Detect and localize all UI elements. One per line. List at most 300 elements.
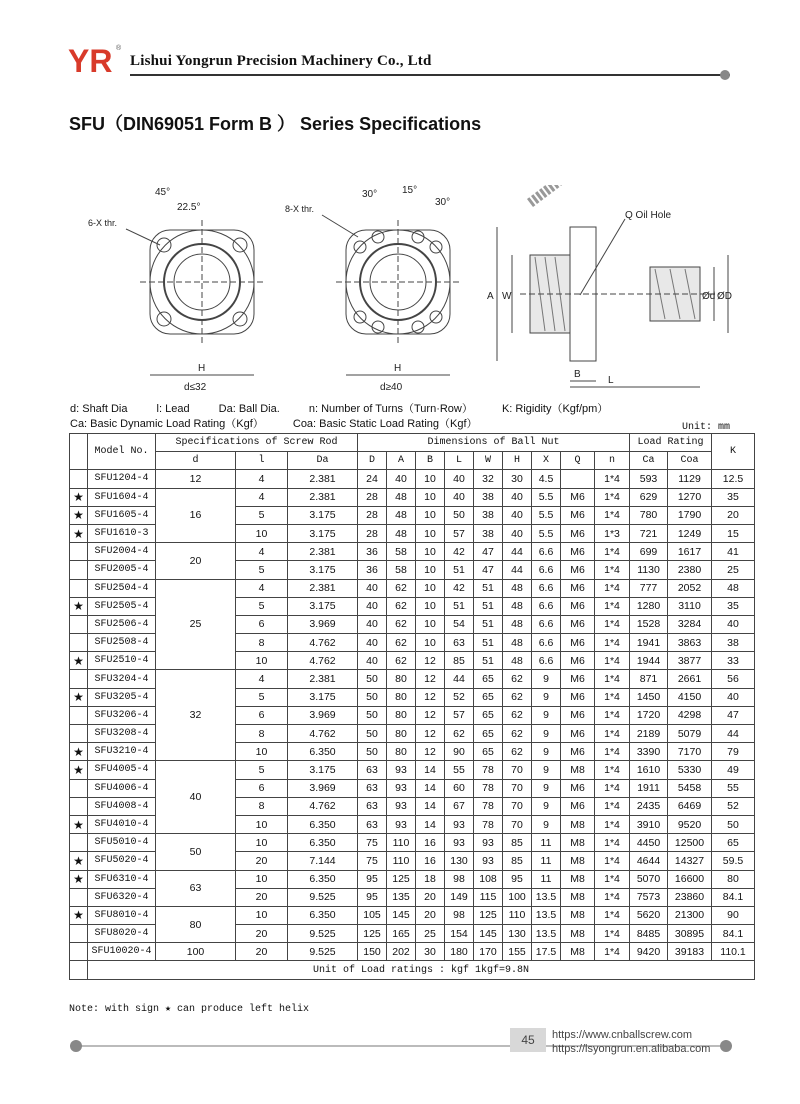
cell-x: 9 [532,706,561,724]
load-ratings-unit-note: Unit of Load ratings : kgf 1kgf=9.8N [88,961,755,979]
cell-ca: 1944 [630,652,668,670]
cell-w: 78 [474,779,503,797]
cell-h: 44 [503,561,532,579]
cell-d: 63 [358,797,387,815]
cell-ca: 8485 [630,925,668,943]
cell-k: 35 [712,597,755,615]
footer-dot-right [720,1040,732,1052]
cell-h: 48 [503,597,532,615]
header-ball-nut: Dimensions of Ball Nut [358,434,630,452]
cell-coa: 3110 [668,597,712,615]
model-number: SFU2005-4 [88,561,156,579]
cell-k: 38 [712,634,755,652]
cell-b: 12 [416,670,445,688]
cell-ca: 9420 [630,943,668,961]
shaft-diameter: 63 [156,870,236,906]
cell-l: 57 [445,706,474,724]
cell-k: 40 [712,615,755,633]
cell-a: 202 [387,943,416,961]
cell-da: 3.175 [288,506,358,524]
cell-ca: 3390 [630,743,668,761]
cell-coa: 12500 [668,834,712,852]
model-number: SFU6310-4 [88,870,156,888]
cell-k: 50 [712,815,755,833]
left-helix-star [70,925,88,943]
cell-q: M6 [561,688,595,706]
cell-d: 125 [358,925,387,943]
legend-line-2 [70,415,504,431]
cell-d: 36 [358,543,387,561]
cell-b: 30 [416,943,445,961]
cell-ca: 871 [630,670,668,688]
cell-da: 2.381 [288,543,358,561]
cell-b: 14 [416,797,445,815]
legend-turns: n: Number of Turns（Turn·Row） [308,403,473,415]
cell-d: 50 [358,706,387,724]
cell-da: 4.762 [288,652,358,670]
cell-n: 1*4 [595,579,630,597]
cell-w: 47 [474,543,503,561]
cell-x: 11 [532,834,561,852]
cell-h: 48 [503,579,532,597]
model-number: SFU1204-4 [88,470,156,488]
left-helix-star [70,943,88,961]
cell-n: 1*4 [595,852,630,870]
cell-l: 57 [445,524,474,542]
cell-coa: 3877 [668,652,712,670]
cell-coa: 3284 [668,615,712,633]
cell-k: 20 [712,506,755,524]
cell-l: 180 [445,943,474,961]
legend-dynamic-load: Ca: Basic Dynamic Load Rating（Kgf） [70,418,264,430]
cell-b: 10 [416,579,445,597]
cell-a: 80 [387,743,416,761]
cell-da: 4.762 [288,797,358,815]
cell-a: 135 [387,888,416,906]
cell-coa: 7170 [668,743,712,761]
header-Q: Q [561,452,595,470]
cell-l: 8 [236,725,288,743]
fig3-D-label: ØD [717,291,732,302]
left-helix-star: ★ [70,743,88,761]
shaft-diameter: 50 [156,834,236,870]
cell-ca: 5070 [630,870,668,888]
cell-q: M6 [561,615,595,633]
cell-q: M6 [561,779,595,797]
cell-w: 51 [474,579,503,597]
cell-l: 51 [445,561,474,579]
fig1-thread-label: 6-X thr. [88,218,118,228]
header-screw-rod: Specifications of Screw Rod [156,434,358,452]
cell-b: 10 [416,597,445,615]
cell-h: 85 [503,852,532,870]
cell-w: 51 [474,597,503,615]
cell-l: 5 [236,761,288,779]
cell-d: 50 [358,725,387,743]
model-number: SFU3206-4 [88,706,156,724]
fig3-b-label: B [574,369,581,380]
cell-a: 58 [387,543,416,561]
table-row [70,870,755,888]
cell-x: 11 [532,870,561,888]
cell-a: 93 [387,779,416,797]
cell-q: M8 [561,815,595,833]
cell-da: 2.381 [288,670,358,688]
cell-q: M6 [561,506,595,524]
cell-n: 1*4 [595,506,630,524]
cell-l: 93 [445,815,474,833]
cell-w: 38 [474,488,503,506]
company-name: Lishui Yongrun Precision Machinery Co., Ltd [130,53,432,69]
cell-w: 65 [474,725,503,743]
cell-k: 48 [712,579,755,597]
left-helix-star: ★ [70,870,88,888]
model-number: SFU3210-4 [88,743,156,761]
cell-ca: 7573 [630,888,668,906]
left-helix-star [70,725,88,743]
fig1-h-label: H [198,363,206,374]
cell-b: 10 [416,561,445,579]
cell-w: 108 [474,870,503,888]
cell-ca: 699 [630,543,668,561]
cell-d: 40 [358,579,387,597]
cell-n: 1*4 [595,797,630,815]
legend-lead: l: Lead [156,403,190,415]
cell-k: 84.1 [712,888,755,906]
cell-q: M8 [561,888,595,906]
model-number: SFU1610-3 [88,524,156,542]
cell-d: 63 [358,761,387,779]
cell-da: 2.381 [288,579,358,597]
cell-da: 6.350 [288,870,358,888]
cell-w: 51 [474,615,503,633]
header-da: Da [288,452,358,470]
page-header [68,42,728,82]
model-number: SFU4008-4 [88,797,156,815]
fig3-d-label: Ød [702,291,716,302]
cell-h: 48 [503,652,532,670]
cell-da: 9.525 [288,888,358,906]
left-helix-star: ★ [70,688,88,706]
header-load-rating: Load Rating [630,434,712,452]
left-helix-star: ★ [70,906,88,924]
table-row [70,543,755,561]
cell-l: 20 [236,943,288,961]
left-helix-star [70,543,88,561]
model-number: SFU5010-4 [88,834,156,852]
cell-n: 1*4 [595,688,630,706]
cell-w: 145 [474,925,503,943]
cell-q: M6 [561,597,595,615]
cell-ca: 1720 [630,706,668,724]
cell-n: 1*4 [595,488,630,506]
shaft-diameter: 20 [156,543,236,579]
cell-q [561,470,595,488]
page-title: SFU（DIN69051 Form B ） Series Specifications [69,114,482,134]
cell-coa: 1249 [668,524,712,542]
cell-x: 11 [532,852,561,870]
website-link[interactable]: https://www.cnballscrew.com [552,1029,692,1041]
cell-k: 41 [712,543,755,561]
cell-a: 62 [387,579,416,597]
cell-x: 9 [532,779,561,797]
model-number: SFU1605-4 [88,506,156,524]
header-d: d [156,452,236,470]
model-number: SFU1604-4 [88,488,156,506]
model-number: SFU2505-4 [88,597,156,615]
cell-l: 6 [236,706,288,724]
left-helix-star: ★ [70,488,88,506]
cell-coa: 4298 [668,706,712,724]
cell-n: 1*4 [595,870,630,888]
cell-d: 95 [358,870,387,888]
cell-da: 6.350 [288,743,358,761]
cell-q: M6 [561,488,595,506]
cell-coa: 3863 [668,634,712,652]
cell-coa: 14327 [668,852,712,870]
cell-w: 78 [474,761,503,779]
cell-h: 62 [503,670,532,688]
cell-b: 12 [416,688,445,706]
cell-w: 78 [474,797,503,815]
cell-ca: 629 [630,488,668,506]
cell-ca: 777 [630,579,668,597]
cell-b: 20 [416,888,445,906]
cell-da: 9.525 [288,943,358,961]
left-helix-star [70,888,88,906]
fig1-angle-45: 45° [155,187,171,198]
cell-w: 51 [474,634,503,652]
cell-a: 145 [387,906,416,924]
header-B: B [416,452,445,470]
cell-d: 36 [358,561,387,579]
cell-l: 52 [445,688,474,706]
cell-coa: 6469 [668,797,712,815]
fig2-thread-label: 8-X thr. [285,204,315,214]
cell-q: M6 [561,725,595,743]
cell-d: 150 [358,943,387,961]
cell-n: 1*4 [595,561,630,579]
cell-h: 130 [503,925,532,943]
specifications-table [69,433,755,980]
cell-d: 50 [358,670,387,688]
cell-x: 13.5 [532,906,561,924]
unit-label: Unit: mm [681,422,730,433]
model-number: SFU5020-4 [88,852,156,870]
cell-a: 110 [387,852,416,870]
cell-ca: 4644 [630,852,668,870]
alibaba-link[interactable]: https://lsyongrun.en.alibaba.com [552,1043,711,1055]
model-number: SFU3204-4 [88,670,156,688]
model-number: SFU2504-4 [88,579,156,597]
cell-ca: 1130 [630,561,668,579]
cell-b: 18 [416,870,445,888]
technical-drawings [60,185,740,395]
cell-w: 93 [474,834,503,852]
left-helix-star: ★ [70,524,88,542]
cell-coa: 5458 [668,779,712,797]
cell-q: M8 [561,925,595,943]
cell-l: 10 [236,743,288,761]
cell-w: 51 [474,652,503,670]
table-row [70,906,755,924]
shaft-diameter: 100 [156,943,236,961]
cell-l: 130 [445,852,474,870]
cell-x: 6.6 [532,543,561,561]
header-k: K [712,434,755,470]
cell-x: 6.6 [532,615,561,633]
cell-ca: 780 [630,506,668,524]
ball-screw-photo [530,185,680,203]
header-H: H [503,452,532,470]
cell-l: 5 [236,506,288,524]
fig2-angle-15: 15° [402,185,418,196]
header-l: l [236,452,288,470]
cell-d: 28 [358,506,387,524]
cell-ca: 593 [630,470,668,488]
logo-reg-mark: ® [116,45,122,52]
cell-coa: 30895 [668,925,712,943]
cell-h: 40 [503,488,532,506]
cell-k: 80 [712,870,755,888]
cell-l: 10 [236,834,288,852]
cell-x: 6.6 [532,634,561,652]
shaft-diameter: 40 [156,761,236,834]
cell-a: 80 [387,725,416,743]
cell-l: 5 [236,597,288,615]
cell-n: 1*4 [595,888,630,906]
cell-l: 40 [445,488,474,506]
cell-d: 24 [358,470,387,488]
cell-da: 2.381 [288,470,358,488]
cell-h: 70 [503,761,532,779]
cell-da: 7.144 [288,852,358,870]
cell-k: 110.1 [712,943,755,961]
cell-n: 1*4 [595,906,630,924]
cell-coa: 4150 [668,688,712,706]
cell-h: 48 [503,634,532,652]
header-n: n [595,452,630,470]
model-number: SFU8010-4 [88,906,156,924]
shaft-diameter: 80 [156,906,236,942]
cell-k: 55 [712,779,755,797]
table-row [70,488,755,506]
page-number: 45 [510,1028,546,1052]
specifications-table-body [70,470,755,961]
cell-x: 9 [532,670,561,688]
logo-letters: YR [68,43,113,78]
cell-w: 170 [474,943,503,961]
cell-b: 10 [416,488,445,506]
cell-q: M8 [561,870,595,888]
cell-h: 40 [503,506,532,524]
cell-l: 98 [445,870,474,888]
cell-l: 4 [236,579,288,597]
left-helix-star [70,470,88,488]
cell-l: 63 [445,634,474,652]
cell-l: 42 [445,579,474,597]
fig3-a-label: A [487,291,494,302]
cell-ca: 2435 [630,797,668,815]
cell-d: 40 [358,615,387,633]
cell-coa: 39183 [668,943,712,961]
cell-a: 110 [387,834,416,852]
model-number: SFU4006-4 [88,779,156,797]
header-Ca: Ca [630,452,668,470]
cell-d: 40 [358,634,387,652]
cell-x: 9 [532,725,561,743]
cell-a: 80 [387,670,416,688]
cell-l: 8 [236,797,288,815]
cell-b: 10 [416,615,445,633]
cell-k: 25 [712,561,755,579]
cell-l: 154 [445,925,474,943]
model-number: SFU2506-4 [88,615,156,633]
left-helix-star [70,634,88,652]
cell-a: 165 [387,925,416,943]
table-row [70,943,755,961]
cell-da: 6.350 [288,815,358,833]
cell-ca: 4450 [630,834,668,852]
cell-l: 40 [445,470,474,488]
cell-b: 14 [416,761,445,779]
cell-d: 50 [358,688,387,706]
cell-l: 67 [445,797,474,815]
cell-x: 5.5 [532,506,561,524]
cell-da: 2.381 [288,488,358,506]
cell-ca: 1280 [630,597,668,615]
model-number: SFU2004-4 [88,543,156,561]
cell-a: 93 [387,761,416,779]
flange-front-view-small [88,187,264,393]
cell-l: 10 [236,815,288,833]
cell-l: 6 [236,615,288,633]
cell-q: M6 [561,706,595,724]
cell-w: 125 [474,906,503,924]
model-number: SFU2508-4 [88,634,156,652]
cell-l: 5 [236,688,288,706]
cell-h: 62 [503,688,532,706]
shaft-diameter: 12 [156,470,236,488]
cell-n: 1*4 [595,815,630,833]
table-row [70,761,755,779]
cell-l: 51 [445,597,474,615]
cell-h: 62 [503,706,532,724]
cell-l: 4 [236,488,288,506]
cell-da: 3.969 [288,615,358,633]
left-helix-star [70,834,88,852]
cell-a: 125 [387,870,416,888]
cell-da: 4.762 [288,725,358,743]
table-row [70,670,755,688]
cell-k: 59.5 [712,852,755,870]
cell-l: 54 [445,615,474,633]
model-number: SFU8020-4 [88,925,156,943]
cell-h: 155 [503,943,532,961]
cell-a: 48 [387,506,416,524]
cell-da: 9.525 [288,925,358,943]
cell-k: 52 [712,797,755,815]
cell-q: M6 [561,524,595,542]
cell-l: 4 [236,470,288,488]
cell-l: 60 [445,779,474,797]
left-helix-star [70,670,88,688]
cell-k: 40 [712,688,755,706]
cell-b: 12 [416,652,445,670]
cell-coa: 5079 [668,725,712,743]
fig3-l-label: L [608,375,614,386]
cell-coa: 2052 [668,579,712,597]
